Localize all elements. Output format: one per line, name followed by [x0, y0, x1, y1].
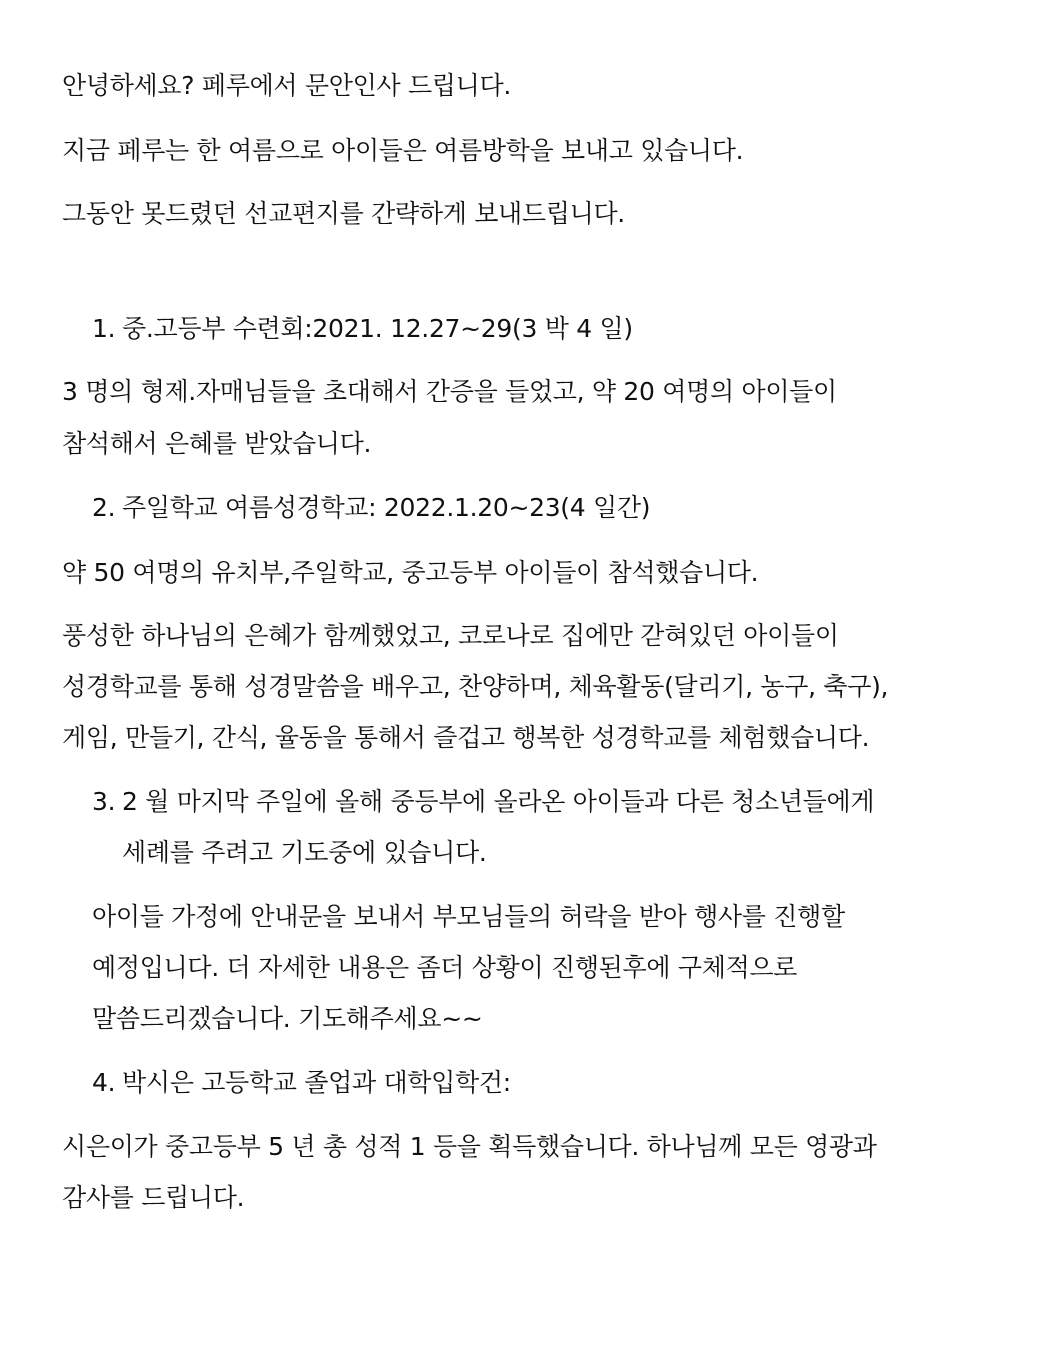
item-4-body-line-2: 감사를 드립니다.: [62, 1183, 245, 1212]
intro-greeting: 안녕하세요? 페루에서 문안인사 드립니다.: [62, 71, 512, 100]
item-2-body-line-4: 게임, 만들기, 간식, 율동을 통해서 즐겁고 행복한 성경학교를 체험했습니다.: [62, 723, 870, 752]
item-2-body-line-3: 성경학교를 통해 성경말씀을 배우고, 찬양하며, 체육활동(달리기, 농구, 축구),: [62, 672, 889, 701]
item-3-body-line-2: 예정입니다. 더 자세한 내용은 좀더 상황이 진행된후에 구체적으로: [92, 953, 798, 982]
item-2-number: 2.: [92, 493, 116, 522]
item-1-body-line-2: 참석해서 은혜를 받았습니다.: [62, 429, 372, 458]
item-2-body-line-2: 풍성한 하나님의 은혜가 함께했었고, 코로나로 집에만 갇혀있던 아이들이: [62, 621, 839, 650]
item-3-title-line-2: 세례를 주려고 기도중에 있습니다.: [122, 838, 487, 867]
intro-season: 지금 페루는 한 여름으로 아이들은 여름방학을 보내고 있습니다.: [62, 136, 744, 165]
item-4-heading: [92, 1067, 511, 1099]
item-3-body-line-3: 말씀드리겠습니다. 기도해주세요~~: [92, 1004, 483, 1033]
item-4-title: 박시은 고등학교 졸업과 대학입학건:: [122, 1068, 511, 1097]
item-4-number: 4.: [92, 1068, 116, 1097]
item-1-number: 1.: [92, 314, 116, 343]
item-3-number: 3.: [92, 787, 116, 816]
item-2-body-line-1: 약 50 여명의 유치부,주일학교, 중고등부 아이들이 참석했습니다.: [62, 558, 759, 587]
item-1-title: 중.고등부 수련회:2021. 12.27~29(3 박 4 일): [122, 314, 633, 343]
item-3-body-line-1: 아이들 가정에 안내문을 보내서 부모님들의 허락을 받아 행사를 진행할: [92, 902, 845, 931]
item-2-title: 주일학교 여름성경학교: 2022.1.20~23(4 일간): [122, 493, 651, 522]
item-4-body-line-1: 시은이가 중고등부 5 년 총 성적 1 등을 획득했습니다. 하나님께 모든 영광과: [62, 1132, 877, 1161]
item-1-heading: [92, 313, 633, 345]
item-3-title-line-1: 2 월 마지막 주일에 올해 중등부에 올라온 아이들과 다른 청소년들에게: [122, 787, 875, 816]
item-3-heading: [92, 786, 874, 818]
item-1-body-line-1: 3 명의 형제.자매님들을 초대해서 간증을 들었고, 약 20 여명의 아이들이: [62, 377, 837, 406]
intro-purpose: 그동안 못드렸던 선교편지를 간략하게 보내드립니다.: [62, 199, 625, 228]
item-2-heading: [92, 492, 650, 524]
